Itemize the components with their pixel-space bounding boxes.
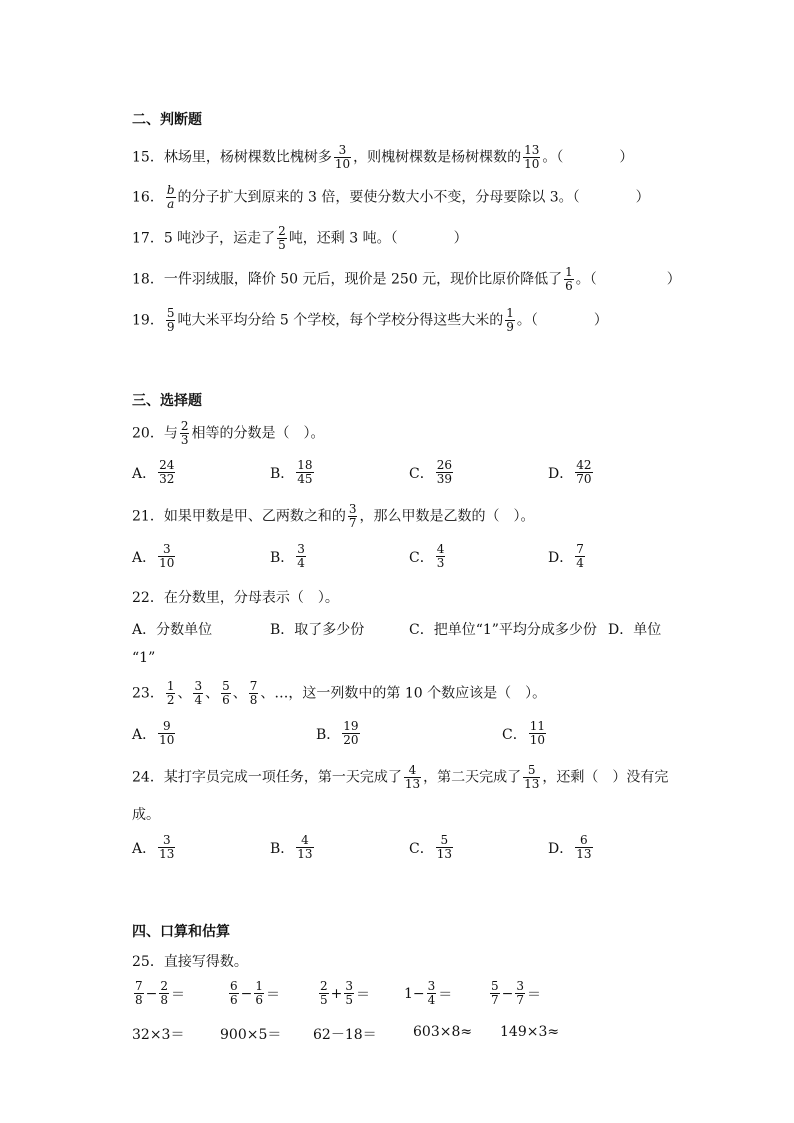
fraction: $\frac{7}{8}$ (249, 679, 258, 707)
calc-item: 62－18＝ (313, 1027, 377, 1043)
question-20-text: 20．与 (132, 425, 178, 442)
fraction: $\frac{26}{39}$ (436, 458, 452, 486)
fraction: $\frac{6}{6}$ (230, 979, 238, 1007)
fraction: $\frac{b}{a}$ (166, 183, 175, 211)
question-21 (132, 503, 534, 530)
option-d[interactable]: D．单位 (608, 622, 662, 638)
calc-item: $\frac{2}{5}$ + $\frac{3}{5}$ ＝ (320, 979, 371, 1007)
calc-item: 32×3＝ (132, 1027, 185, 1043)
question-21-text: ，那么甲数是乙数的（ ）。 (359, 508, 535, 525)
question-15 (132, 144, 633, 171)
question-24-text-continued: 成。 (132, 807, 160, 823)
question-17-text: 17．5 吨沙子，运走了 (132, 230, 276, 247)
question-16 (132, 184, 650, 211)
fraction: $\frac{19}{20}$ (343, 719, 359, 747)
fraction: $\frac{3}{7}$ (348, 502, 357, 530)
fraction: $\frac{3}{10}$ (334, 143, 351, 171)
separator: 、 (232, 685, 247, 702)
fraction: $\frac{7}{8}$ (135, 979, 143, 1007)
question-16-number: 16． (132, 189, 164, 206)
section-heading-choice: 三、选择题 (132, 393, 202, 409)
calc-item: $\frac{6}{6}$ − $\frac{1}{6}$ ＝ (230, 979, 281, 1007)
fraction: $\frac{3}{4}$ (427, 979, 436, 1007)
question-23-number: 23． (132, 685, 164, 702)
section-heading-judgement: 二、判断题 (132, 112, 202, 128)
option-b[interactable]: B． $\frac{3}{4}$ (270, 542, 305, 570)
option-b[interactable]: B． $\frac{4}{13}$ (270, 833, 313, 861)
question-16-text: 的分子扩大到原来的 3 倍，要使分数大小不变，分母要除以 3。（ ） (177, 189, 650, 206)
question-25-text: 25．直接写得数。 (132, 954, 248, 970)
fraction: $\frac{18}{45}$ (297, 458, 313, 486)
fraction: $\frac{1}{6}$ (255, 979, 264, 1007)
question-15-answer-blank: 。（ ） (542, 149, 634, 166)
question-24-text: ，第二天完成了 (423, 769, 522, 786)
fraction: $\frac{3}{4}$ (194, 679, 203, 707)
fraction: $\frac{4}{3}$ (436, 542, 445, 570)
question-18-text: 。（ ） (575, 271, 681, 288)
question-18 (132, 266, 681, 293)
option-b[interactable]: B．取了多少份 (270, 622, 365, 638)
option-c[interactable]: C． $\frac{26}{39}$ (409, 458, 452, 486)
option-c[interactable]: C． $\frac{11}{10}$ (502, 719, 545, 747)
separator: 、 (205, 685, 220, 702)
calc-item: $\frac{7}{8}$ − $\frac{2}{8}$ ＝ (135, 979, 186, 1007)
fraction: $\frac{5}{7}$ (491, 979, 499, 1007)
fraction: $\frac{2}{5}$ (320, 979, 328, 1007)
fraction: $\frac{13}{10}$ (524, 143, 540, 171)
fraction: $\frac{5}{9}$ (166, 306, 175, 334)
fraction: $\frac{3}{4}$ (297, 542, 305, 570)
question-19-text: 。（ ） (516, 312, 608, 329)
option-a[interactable]: A． $\frac{3}{10}$ (132, 542, 175, 570)
option-a[interactable]: A．分数单位 (132, 622, 213, 638)
option-a[interactable]: A． $\frac{3}{13}$ (132, 833, 175, 861)
fraction: $\frac{1}{9}$ (506, 306, 514, 334)
fraction: $\frac{4}{13}$ (404, 763, 421, 791)
question-23-text: 、…，这一列数中的第 10 个数应该是（ ）。 (260, 685, 547, 702)
fraction: $\frac{42}{70}$ (576, 458, 592, 486)
fraction: $\frac{2}{8}$ (160, 979, 169, 1007)
question-24-text: ，还剩（ ）没有完 (542, 769, 669, 786)
fraction: $\frac{2}{5}$ (278, 224, 286, 252)
question-20 (132, 420, 324, 447)
calc-item: 1− $\frac{3}{4}$ ＝ (404, 979, 453, 1007)
fraction: $\frac{3}{13}$ (159, 833, 175, 861)
fraction: $\frac{3}{7}$ (516, 979, 525, 1007)
fraction: $\frac{5}{6}$ (222, 679, 230, 707)
option-a[interactable]: A． $\frac{9}{10}$ (132, 719, 175, 747)
option-b[interactable]: B． $\frac{19}{20}$ (316, 719, 359, 747)
question-15-text: ，则槐树棵数是杨树棵数的 (353, 149, 522, 166)
question-24-text: 24．某打字员完成一项任务，第一天完成了 (132, 769, 402, 786)
fraction: $\frac{9}{10}$ (159, 719, 175, 747)
fraction: $\frac{5}{13}$ (436, 833, 452, 861)
question-20-text: 相等的分数是（ ）。 (191, 425, 325, 442)
fraction: $\frac{5}{13}$ (524, 763, 540, 791)
calc-item: 900×5＝ (220, 1027, 282, 1043)
fraction: $\frac{2}{3}$ (180, 419, 189, 447)
fraction: $\frac{4}{13}$ (297, 833, 313, 861)
fraction: $\frac{3}{5}$ (345, 979, 354, 1007)
question-22-text: 22．在分数里，分母表示（ ）。 (132, 590, 339, 606)
question-19-text: 吨大米平均分给 5 个学校，每个学校分得这些大米的 (177, 312, 504, 329)
question-19-number: 19． (132, 312, 164, 329)
question-21-text: 21．如果甲数是甲、乙两数之和的 (132, 508, 346, 525)
separator: 、 (177, 685, 192, 702)
fraction: $\frac{6}{13}$ (576, 833, 592, 861)
fraction: $\frac{11}{10}$ (529, 719, 545, 747)
option-d[interactable]: D． $\frac{6}{13}$ (548, 833, 592, 861)
fraction: $\frac{3}{10}$ (159, 542, 175, 570)
question-15-text: 15．林场里，杨树棵数比槐树多 (132, 149, 332, 166)
option-a[interactable]: A． $\frac{24}{32}$ (132, 458, 175, 486)
option-c[interactable]: C．把单位“1”平均分成多少份 (409, 622, 597, 638)
fraction: $\frac{7}{4}$ (576, 542, 584, 570)
calc-item: 149×3≈ (500, 1024, 560, 1040)
option-b[interactable]: B． $\frac{18}{45}$ (270, 458, 313, 486)
question-23 (132, 680, 546, 707)
fraction: $\frac{24}{32}$ (159, 458, 175, 486)
option-c[interactable]: C． $\frac{4}{3}$ (409, 542, 445, 570)
option-d[interactable]: D． $\frac{42}{70}$ (548, 458, 592, 486)
question-19 (132, 307, 608, 334)
option-c[interactable]: C． $\frac{5}{13}$ (409, 833, 452, 861)
option-d[interactable]: D． $\frac{7}{4}$ (548, 542, 584, 570)
calc-item: $\frac{5}{7}$ − $\frac{3}{7}$ ＝ (491, 979, 542, 1007)
calc-item: 603×8≈ (413, 1024, 473, 1040)
fraction: $\frac{1}{2}$ (166, 679, 175, 707)
question-17-text: 吨，还剩 3 吨。（ ） (288, 230, 468, 247)
section-heading-mental-math: 四、口算和估算 (132, 924, 230, 940)
question-17 (132, 225, 468, 252)
option-d-continued: “1” (132, 650, 156, 666)
question-18-text: 18．一件羽绒服，降价 50 元后，现价是 250 元，现价比原价降低了 (132, 271, 563, 288)
question-24 (132, 764, 668, 791)
fraction: $\frac{1}{6}$ (565, 265, 573, 293)
